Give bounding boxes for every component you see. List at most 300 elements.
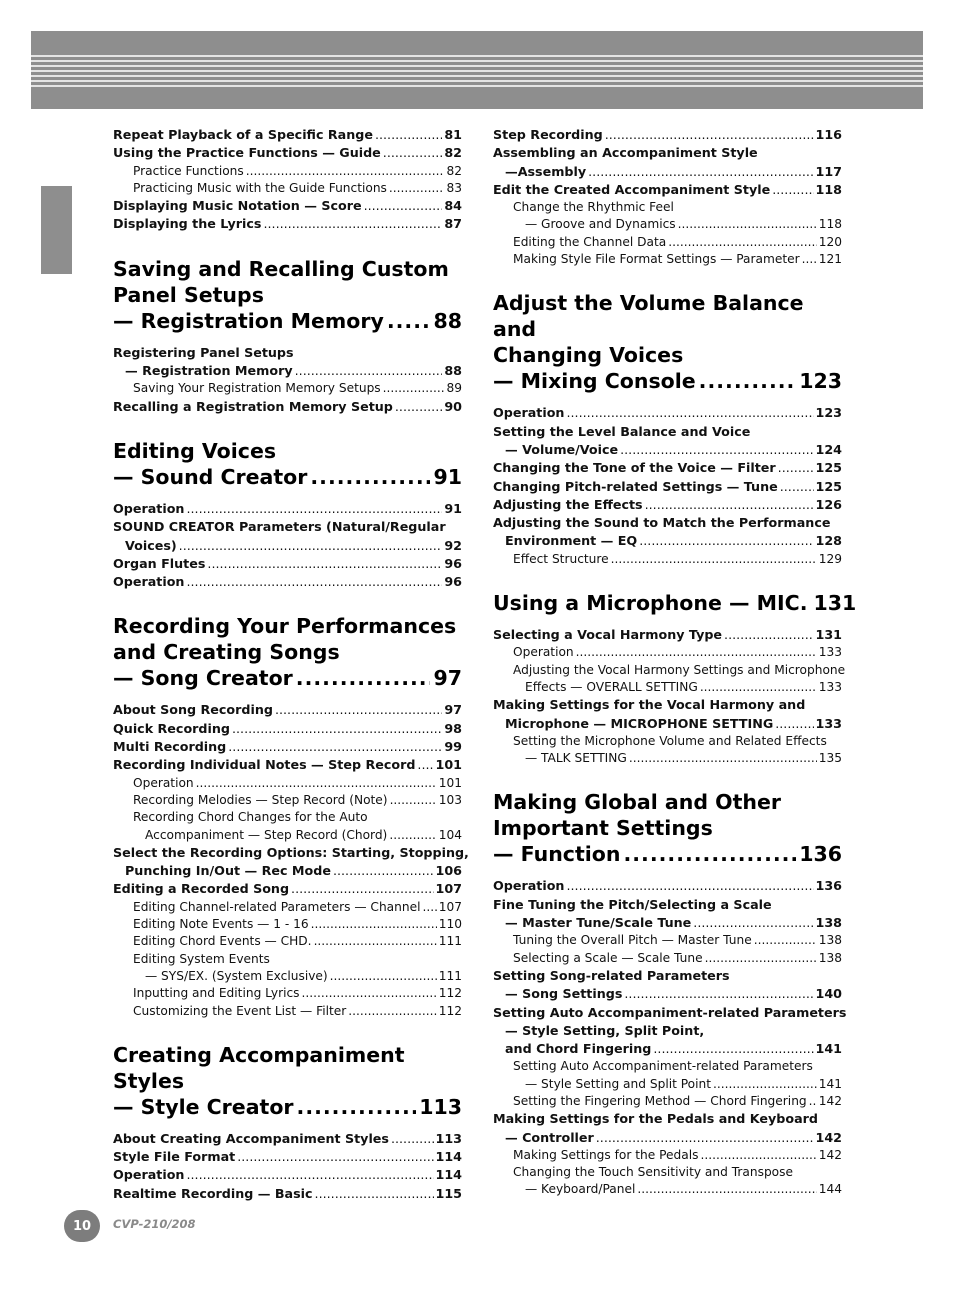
toc-entry-page: 133 <box>815 715 842 731</box>
dot-leader <box>263 215 442 233</box>
dot-leader <box>802 251 817 268</box>
toc-entry-title: — SYS/EX. (System Exclusive) <box>145 968 328 983</box>
toc-entry[interactable] <box>113 792 462 809</box>
dot-leader <box>383 144 443 162</box>
section-page-number: 88 <box>433 308 462 333</box>
toc-entry-page: 114 <box>435 1167 462 1183</box>
toc-entry-title: Displaying the Lyrics <box>113 216 262 232</box>
toc-entry[interactable] <box>493 216 842 233</box>
toc-entry[interactable] <box>113 827 462 844</box>
model-name: CVP-210/208 <box>113 1217 196 1231</box>
toc-entry <box>493 423 842 441</box>
toc-entry-page: 138 <box>818 950 842 965</box>
toc-entry-title: Operation <box>113 574 185 590</box>
toc-entry-page: 92 <box>444 537 462 553</box>
section-gap <box>113 1020 462 1042</box>
toc-entry-title: — Style Setting and Split Point <box>525 1076 712 1091</box>
toc-entry[interactable] <box>493 181 842 199</box>
dot-leader <box>772 181 813 199</box>
dot-leader <box>713 1076 817 1093</box>
dot-leader <box>620 441 813 459</box>
toc-entry[interactable] <box>493 126 842 144</box>
dot-leader <box>629 750 817 767</box>
toc-entry-page: 90 <box>444 398 462 414</box>
toc-entry-title: Style File Format <box>113 1149 236 1165</box>
header-banner <box>31 31 923 109</box>
dot-leader <box>780 478 814 496</box>
toc-entry-page: 112 <box>438 986 462 1001</box>
section-heading-line: Changing Voices <box>493 343 684 368</box>
toc-entry-page: 103 <box>438 792 462 807</box>
toc-entry[interactable] <box>493 985 842 1003</box>
dot-leader <box>605 126 814 144</box>
toc-entry[interactable] <box>113 916 462 933</box>
toc-entry[interactable] <box>113 720 462 738</box>
toc-entry[interactable] <box>493 163 842 181</box>
toc-entry[interactable] <box>493 914 842 932</box>
toc-entry-title: — Keyboard/Panel <box>525 1182 636 1197</box>
toc-entry <box>493 967 842 985</box>
toc-entry[interactable] <box>113 380 462 397</box>
toc-entry-title: — Registration Memory <box>125 363 293 379</box>
toc-section <box>493 590 857 767</box>
toc-entry[interactable] <box>113 1130 462 1148</box>
toc-entry-title: Repeat Playback of a Specific Range <box>113 127 373 142</box>
dot-leader <box>678 216 817 233</box>
toc-entry-title: Fine Tuning the Pitch/Selecting a Scale <box>493 896 772 912</box>
dot-leader <box>389 827 436 844</box>
toc-entry[interactable] <box>113 738 462 756</box>
toc-entry[interactable] <box>493 441 842 459</box>
toc-entry-page: 129 <box>818 551 842 566</box>
toc-entry[interactable] <box>113 1148 462 1166</box>
dot-leader <box>596 1129 814 1147</box>
toc-entry-title: Effect Structure <box>513 551 609 566</box>
toc-entry-page: 125 <box>815 478 842 494</box>
toc-entry-page: 107 <box>435 881 462 897</box>
dot-leader <box>700 679 817 696</box>
dot-leader <box>348 1003 436 1020</box>
toc-entry-title: Making Settings for the Vocal Harmony and <box>493 697 806 713</box>
toc-entry-page: 142 <box>818 1093 842 1108</box>
toc-entry[interactable] <box>493 1181 842 1198</box>
section-heading-text: — Style Creator <box>113 1094 294 1119</box>
toc-entry-title: Selecting a Scale — Scale Tune <box>513 950 703 965</box>
toc-entry-title: — TALK SETTING <box>525 751 627 766</box>
toc-entry <box>493 1058 842 1075</box>
dot-leader <box>566 877 813 895</box>
dot-leader <box>668 234 817 251</box>
toc-entry-title: Recalling a Registration Memory Setup <box>113 398 393 414</box>
toc-entry[interactable] <box>493 950 842 967</box>
section-gap <box>493 268 842 290</box>
toc-entry-title: — Style Setting, Split Point, <box>505 1022 705 1038</box>
toc-section <box>113 256 462 416</box>
toc-entry[interactable] <box>113 215 462 233</box>
dot-leader <box>186 1166 433 1184</box>
toc-entry[interactable] <box>113 1166 462 1184</box>
toc-entry-title: Select the Recording Options: Starting, Stopping, <box>113 844 469 860</box>
toc-entry[interactable] <box>113 985 462 1002</box>
section-page-number: 113 <box>419 1094 462 1119</box>
section-page-number: 131 <box>813 591 857 616</box>
toc-entry-page: 101 <box>438 775 462 790</box>
dot-leader <box>315 1185 434 1203</box>
toc-entry[interactable] <box>493 715 842 733</box>
toc-entry[interactable] <box>493 1147 842 1164</box>
dot-leader <box>775 715 813 733</box>
toc-entry-title: SOUND CREATOR Parameters (Natural/Regular <box>113 519 446 535</box>
toc-entry-title: Making Settings for the Pedals <box>513 1147 699 1162</box>
dot-leader <box>375 126 442 144</box>
section-heading-line: Adjust the Volume Balance and <box>493 291 804 342</box>
dot-leader <box>291 880 433 898</box>
toc-entry[interactable] <box>493 877 842 895</box>
toc-entry-page: 111 <box>438 968 462 983</box>
toc-entry-title: Editing the Channel Data <box>513 234 667 249</box>
toc-section <box>113 613 469 1019</box>
dot-leader <box>228 738 442 756</box>
toc-entry <box>493 896 842 914</box>
toc-entry[interactable] <box>113 362 462 380</box>
toc-entry[interactable] <box>493 679 842 696</box>
toc-entry <box>493 1004 847 1022</box>
toc-entry-page: 116 <box>815 127 842 142</box>
dot-leader <box>297 1094 417 1120</box>
section-heading-text: — Mixing Console <box>493 369 696 394</box>
section-heading-title[interactable] <box>113 308 462 334</box>
toc-entry-page: 142 <box>818 1147 842 1162</box>
toc-entry-title: Microphone — MICROPHONE SETTING <box>505 715 774 731</box>
dot-leader <box>639 532 813 550</box>
section-page-number: 123 <box>799 369 842 394</box>
toc-section <box>113 126 462 234</box>
toc-entry-title: — Groove and Dynamics <box>525 217 676 232</box>
toc-entry <box>493 1110 842 1128</box>
section-gap <box>113 416 462 438</box>
toc-entry-title: Step Recording <box>493 127 603 142</box>
toc-entry-title: Multi Recording <box>113 739 227 755</box>
toc-entry[interactable] <box>493 532 842 550</box>
toc-entry-page: 97 <box>444 702 462 718</box>
dot-leader <box>809 1093 817 1110</box>
section-heading-title[interactable] <box>113 464 462 490</box>
toc-entry[interactable] <box>493 750 842 767</box>
toc-entry-page: 101 <box>435 757 462 773</box>
section-heading <box>113 256 462 334</box>
toc-entry-title: Making Settings for the Pedals and Keyboard <box>493 1111 818 1127</box>
header-stripes <box>31 55 923 87</box>
toc-entry <box>493 1164 842 1181</box>
toc-entry-title: Accompaniment — Step Record (Chord) <box>145 827 388 842</box>
toc-entry-page: 131 <box>815 627 842 643</box>
toc-entry-page: 84 <box>444 198 462 214</box>
toc-entry-page: 87 <box>444 216 462 232</box>
toc-entry-page: 99 <box>444 739 462 755</box>
toc-entry[interactable] <box>493 551 842 568</box>
section-heading <box>113 613 462 691</box>
toc-entry <box>113 809 462 826</box>
toc-entry-title: Changing the Touch Sensitivity and Transpose <box>513 1165 793 1180</box>
toc-entry <box>493 696 842 714</box>
toc-entry-title: Operation <box>113 1167 185 1183</box>
toc-entry[interactable] <box>113 968 462 985</box>
toc-entry[interactable] <box>113 197 462 215</box>
dot-leader <box>387 308 431 334</box>
toc-entry-title: Editing Chord Events — CHD. <box>133 934 312 949</box>
toc-section <box>493 126 842 268</box>
section-heading-title[interactable] <box>493 590 857 616</box>
toc-entry-page: 128 <box>815 533 842 549</box>
toc-entry[interactable] <box>113 1003 462 1020</box>
toc-entry[interactable] <box>113 144 462 162</box>
section-page-number: 136 <box>799 842 842 867</box>
toc-entry[interactable] <box>493 626 842 644</box>
toc-entry-title: Changing the Tone of the Voice — Filter <box>493 460 776 476</box>
toc-entry-title: Punching In/Out — Rec Mode <box>125 863 331 879</box>
toc-entry-title: Assembling an Accompaniment Style <box>493 145 758 161</box>
toc-entry-title: Making Style File Format Settings — Parameter <box>513 252 800 267</box>
toc-entry-page: 114 <box>435 1149 462 1165</box>
toc-entry-page: 133 <box>818 679 842 694</box>
dot-leader <box>186 500 442 518</box>
toc-entry[interactable] <box>493 1093 842 1110</box>
section-heading-text: Using a Microphone — MIC. <box>493 591 808 616</box>
toc-entry-title: About Song Recording <box>113 702 273 718</box>
toc-section <box>113 1042 462 1203</box>
section-gap <box>493 767 842 789</box>
toc-entry[interactable] <box>493 251 842 268</box>
toc-section <box>113 438 462 591</box>
dot-leader <box>724 626 813 644</box>
toc-entry-title: Using the Practice Functions — Guide <box>113 145 381 161</box>
toc-entry[interactable] <box>113 126 462 144</box>
toc-entry[interactable] <box>113 775 462 792</box>
section-heading <box>113 438 462 490</box>
section-heading-text: — Sound Creator <box>113 464 308 489</box>
toc-entry <box>493 1022 842 1040</box>
toc-entry-title: Operation <box>113 500 185 516</box>
section-heading-title[interactable] <box>113 1094 462 1120</box>
section-gap <box>493 568 842 590</box>
toc-entry[interactable] <box>493 478 842 496</box>
toc-entry-page: 141 <box>815 1041 842 1057</box>
toc-entry[interactable] <box>113 500 462 518</box>
toc-entry <box>493 144 842 162</box>
dot-leader <box>364 197 443 215</box>
dot-leader <box>275 701 442 719</box>
toc-entry[interactable] <box>113 537 462 555</box>
toc-entry-title: Selecting a Vocal Harmony Type <box>493 627 723 643</box>
toc-entry-page: 135 <box>818 751 842 766</box>
toc-entry-title: Inputting and Editing Lyrics <box>133 986 300 1001</box>
toc-entry-title: Edit the Created Accompaniment Style <box>493 181 771 197</box>
section-heading-line: Making Global and Other <box>493 790 781 815</box>
toc-entry[interactable] <box>493 459 842 477</box>
toc-entry[interactable] <box>493 1040 842 1058</box>
dot-leader <box>330 968 437 985</box>
toc-entry-title: Organ Flutes <box>113 555 206 571</box>
toc-entry-title: Changing Pitch-related Settings — Tune <box>493 478 778 494</box>
dot-leader <box>693 914 813 932</box>
toc-entry[interactable] <box>493 496 842 514</box>
dot-leader <box>246 163 445 180</box>
section-heading-line: Saving and Recalling Custom <box>113 256 449 281</box>
toc-entry-page: 115 <box>435 1185 462 1201</box>
toc-entry[interactable] <box>113 573 462 591</box>
toc-entry-title: Environment — EQ <box>505 533 638 549</box>
toc-entry[interactable] <box>113 899 462 916</box>
dot-leader <box>576 644 817 661</box>
toc-entry-title: and Chord Fingering <box>505 1041 652 1057</box>
toc-entry-title: Tuning the Overall Pitch — Master Tune <box>513 933 752 948</box>
toc-entry-page: 88 <box>444 363 462 379</box>
toc-entry <box>493 733 842 750</box>
section-heading-title[interactable] <box>493 368 842 394</box>
toc-entry-page: 106 <box>435 863 462 879</box>
toc-entry-title: Saving Your Registration Memory Setups <box>133 381 381 396</box>
toc-entry[interactable] <box>113 398 462 416</box>
dot-leader <box>645 496 814 514</box>
section-heading <box>493 290 842 394</box>
toc-section <box>493 789 847 1198</box>
toc-entry-page: 138 <box>815 915 842 931</box>
toc-entry-page: 111 <box>438 934 462 949</box>
toc-entry-page: 124 <box>815 441 842 457</box>
toc-entry-page: 121 <box>818 252 842 267</box>
toc-entry-title: Adjusting the Vocal Harmony Settings and Microphone <box>513 662 846 677</box>
toc-entry-title: Change the Rhythmic Feel <box>513 200 674 215</box>
toc-entry[interactable] <box>493 1129 842 1147</box>
toc-entry-title: Editing System Events <box>133 951 270 966</box>
toc-entry[interactable] <box>493 234 842 251</box>
toc-entry-page: 112 <box>438 1003 462 1018</box>
toc-entry <box>113 951 462 968</box>
section-gap <box>113 234 462 256</box>
section-heading-title[interactable] <box>493 841 842 867</box>
section-heading-text: — Song Creator <box>113 666 293 691</box>
dot-leader <box>232 720 442 738</box>
dot-leader <box>566 404 813 422</box>
toc-entry-title: Setting Song-related Parameters <box>493 967 730 983</box>
toc-entry-page: 98 <box>444 720 462 736</box>
toc-entry-page: 113 <box>435 1130 462 1146</box>
toc-entry <box>493 662 846 679</box>
toc-entry-page: 110 <box>438 917 462 932</box>
toc-entry-page: 144 <box>818 1182 842 1197</box>
section-heading <box>493 789 842 867</box>
toc-entry-title: Setting the Microphone Volume and Related Effects <box>513 733 827 748</box>
toc-entry-page: 91 <box>444 500 462 516</box>
toc-entry-title: Editing Channel-related Parameters — Channel <box>133 899 421 914</box>
dot-leader <box>700 1147 816 1164</box>
toc-entry <box>113 518 462 536</box>
section-page-number: 97 <box>433 666 462 691</box>
toc-entry-title: Displaying Music Notation — Score <box>113 198 362 214</box>
toc-entry[interactable] <box>113 701 462 719</box>
section-heading <box>113 1042 462 1120</box>
dot-leader <box>391 1130 434 1148</box>
toc-entry-page: 82 <box>444 145 462 161</box>
section-heading-text: — Function <box>493 842 621 867</box>
toc-entry-page: 107 <box>438 899 462 914</box>
dot-leader <box>311 916 437 933</box>
toc-entry-title: Recording Chord Changes for the Auto <box>133 810 368 825</box>
toc-entry <box>493 514 842 532</box>
toc-entry-title: Recording Melodies — Step Record (Note) <box>133 792 388 807</box>
dot-leader <box>395 398 442 416</box>
dot-leader <box>207 555 442 573</box>
dot-leader <box>314 933 437 950</box>
toc-entry[interactable] <box>113 880 462 898</box>
toc-entry-page: 126 <box>815 496 842 512</box>
section-gap <box>113 591 462 613</box>
toc-entry-title: Adjusting the Sound to Match the Performance <box>493 515 831 531</box>
dot-leader <box>778 459 814 477</box>
toc-entry-title: Setting Auto Accompaniment-related Parameters <box>493 1004 847 1020</box>
toc-entry[interactable] <box>113 862 462 880</box>
toc-entry-title: Customizing the Event List — Filter <box>133 1003 347 1018</box>
toc-entry[interactable] <box>113 933 462 950</box>
section-heading-line: Panel Setups <box>113 282 264 307</box>
toc-entry-page: 133 <box>818 645 842 660</box>
toc-entry[interactable] <box>493 404 842 422</box>
toc-entry[interactable] <box>113 180 462 197</box>
toc-entry[interactable] <box>113 163 462 180</box>
toc-entry-title: Practicing Music with the Guide Functions <box>133 180 387 195</box>
toc-entry-title: Setting Auto Accompaniment-related Parameters <box>513 1059 813 1074</box>
toc-entry[interactable] <box>113 1185 462 1203</box>
toc-entry[interactable] <box>113 555 462 573</box>
dot-leader <box>295 362 443 380</box>
toc-entry-page: 118 <box>815 181 842 197</box>
dot-leader <box>196 775 437 792</box>
toc-entry-page: 142 <box>815 1129 842 1145</box>
dot-leader <box>333 862 434 880</box>
toc-entry-page: 83 <box>446 180 462 195</box>
dot-leader <box>422 899 436 916</box>
toc-entry-title: Editing a Recorded Song <box>113 881 290 897</box>
toc-entry-page: 123 <box>815 405 842 421</box>
toc-entry-page: 140 <box>815 986 842 1002</box>
dot-leader <box>705 950 817 967</box>
section-heading-line: Important Settings <box>493 816 713 841</box>
section-heading-title[interactable] <box>113 665 462 691</box>
toc-entry[interactable] <box>493 1076 842 1093</box>
dot-leader <box>237 1148 433 1166</box>
dot-leader <box>624 985 813 1003</box>
toc-entry[interactable] <box>493 644 842 661</box>
toc-entry-page: 118 <box>818 217 842 232</box>
section-heading-line: Creating Accompaniment Styles <box>113 1042 405 1093</box>
dot-leader <box>417 756 433 774</box>
toc-entry[interactable] <box>113 756 462 774</box>
toc-entry-title: Operation <box>513 645 574 660</box>
toc-entry-page: 96 <box>444 574 462 590</box>
dot-leader <box>623 841 796 867</box>
dot-leader <box>754 932 817 949</box>
toc-section <box>493 290 842 568</box>
section-heading-line: Editing Voices <box>113 438 277 463</box>
toc-entry[interactable] <box>493 932 842 949</box>
dot-leader <box>389 180 445 197</box>
toc-entry <box>113 844 469 862</box>
toc-entry-title: —Assembly <box>505 163 587 179</box>
section-heading-line: and Creating Songs <box>113 640 340 665</box>
toc-right-column <box>493 126 857 1199</box>
toc-entry-title: Setting the Level Balance and Voice <box>493 423 751 439</box>
toc-entry-title: — Controller <box>505 1129 594 1145</box>
